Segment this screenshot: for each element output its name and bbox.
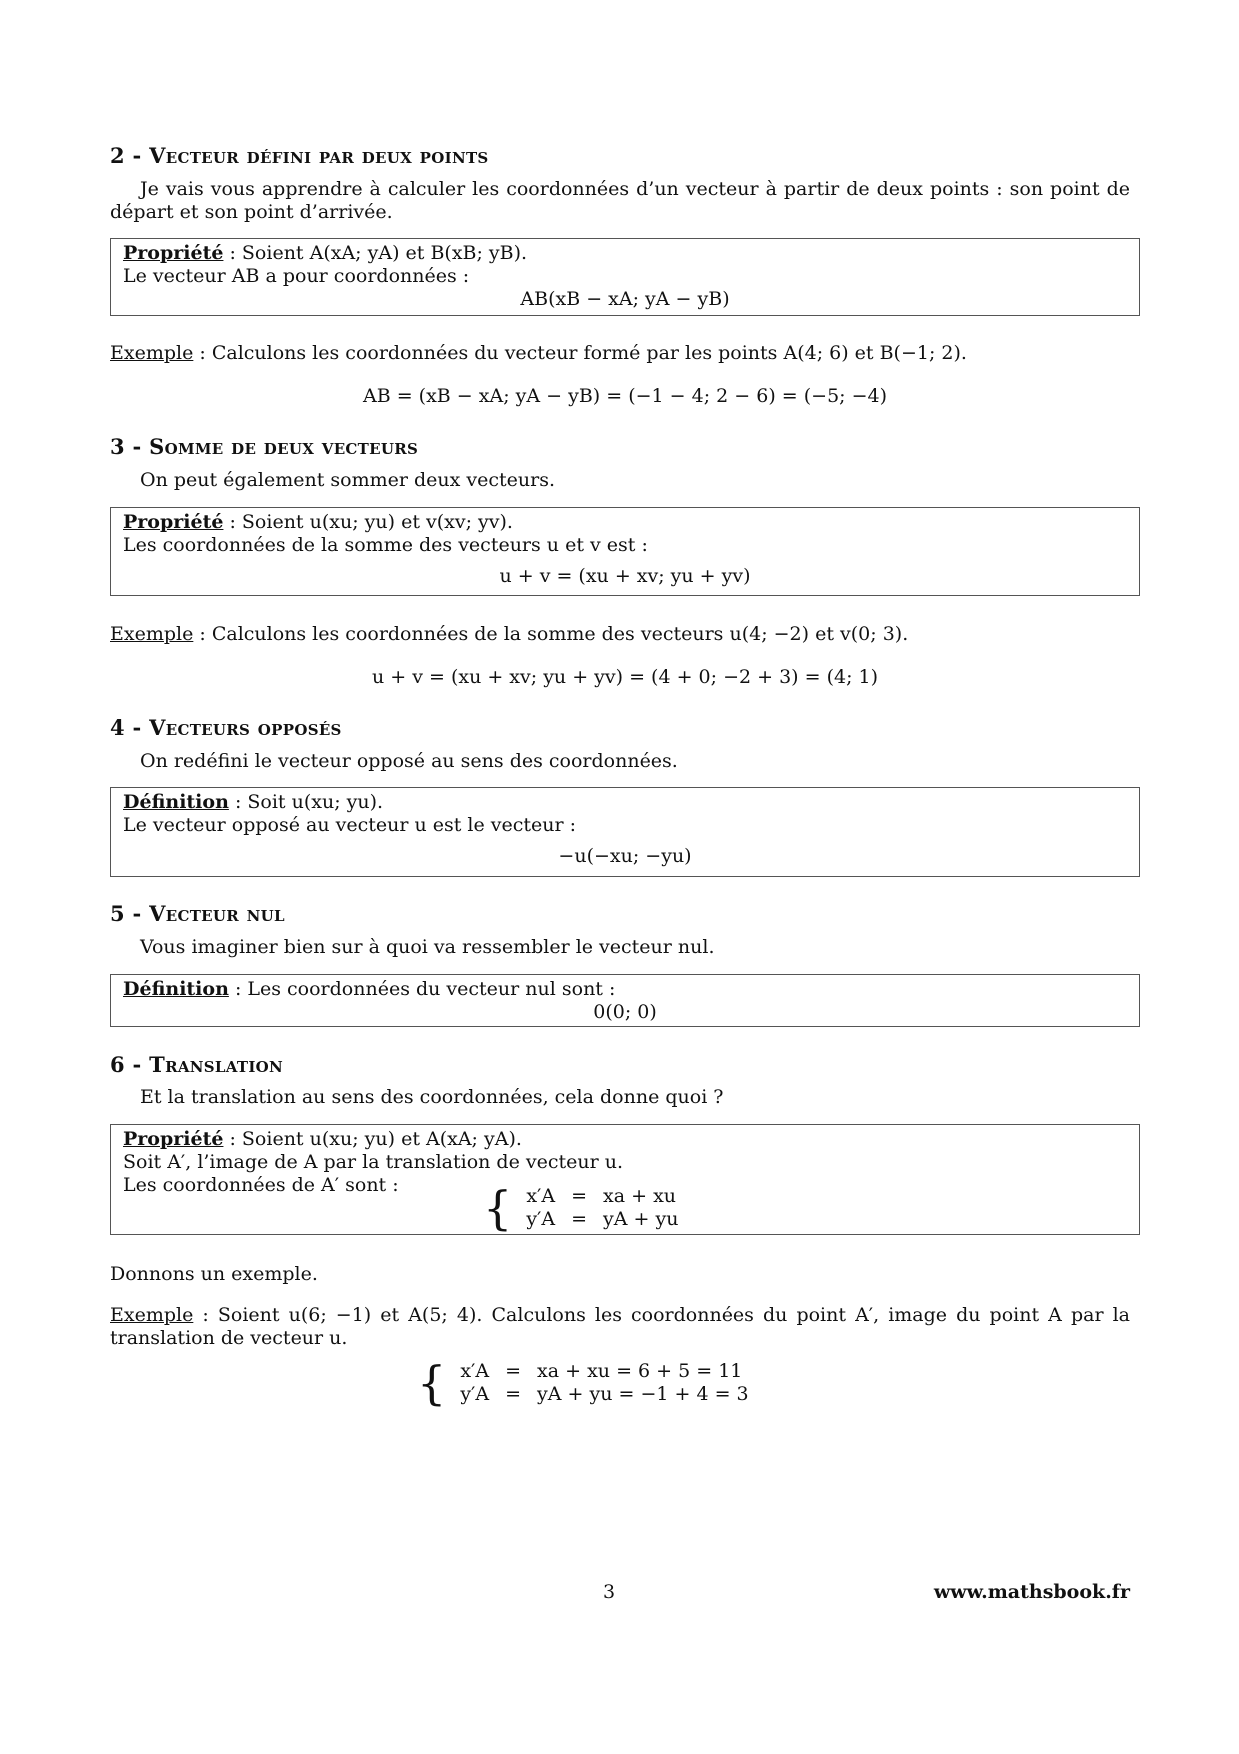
left-brace: {: [417, 1356, 447, 1410]
system-table: [518, 1185, 686, 1231]
section-6-title: 6 - Translation: [110, 1052, 284, 1077]
website-footer: www.mathsbook.fr: [933, 1581, 1130, 1603]
section-5-definition-box: [110, 974, 1140, 1027]
example-text: : Calculons les coordonnées de la somme des vecteurs u(4; −2) et v(0; 3).: [193, 623, 909, 645]
section-4-definition-box: [110, 787, 1140, 877]
system-rhs: yA + yu = −1 + 4 = 3: [537, 1383, 749, 1405]
property-line-1: : Soient u(xu; yu) et A(xA; yA).: [223, 1128, 522, 1150]
section-2-example: [110, 342, 1130, 365]
property-line-2: Le vecteur AB a pour coordonnées :: [123, 264, 470, 287]
property-line-2: Soit A′, l’image de A par la translation de vecteur u.: [123, 1150, 624, 1173]
section-2-example-formula: AB = (xB − xA; yA − yB) = (−1 − 4; 2 − 6) = (−5; −4): [362, 385, 888, 407]
section-5-title: 5 - Vecteur nul: [110, 901, 285, 926]
system-lhs: y′A: [460, 1383, 490, 1405]
section-6-property-box: [110, 1124, 1140, 1235]
system-rhs: xa + xu: [603, 1185, 677, 1208]
section-3-intro: On peut également sommer deux vecteurs.: [140, 469, 555, 491]
section-3-example: [110, 623, 1130, 646]
definition-formula: 0(0; 0): [593, 1000, 657, 1023]
property-label: Propriété: [123, 242, 224, 264]
system-lhs: x′A: [460, 1360, 490, 1383]
property-line-2: Les coordonnées de la somme des vecteurs u et v est :: [123, 533, 648, 556]
example-label: Exemple: [110, 623, 194, 645]
translation-system: [483, 1181, 686, 1235]
section-6-intro: Et la translation au sens des coordonnées, cela donne quoi ?: [140, 1086, 724, 1108]
property-label: Propriété: [123, 1128, 224, 1150]
section-2-intro: Je vais vous apprendre à calculer les coordonnées d’un vecteur à partir de deux points : son point de départ et son point d’arrivée.: [110, 178, 1130, 223]
definition-label: Définition: [123, 978, 229, 1000]
section-3-property-box: [110, 507, 1140, 596]
example-system: [417, 1356, 757, 1410]
equals-sign: =: [505, 1383, 522, 1405]
property-line-1: : Soient A(xA; yA) et B(xB; yB).: [223, 242, 528, 264]
property-line-3: Les coordonnées de A′ sont :: [123, 1173, 399, 1196]
system-lhs: y′A: [526, 1208, 556, 1230]
property-formula: AB(xB − xA; yA − yB): [520, 287, 730, 310]
property-line-1: : Soient u(xu; yu) et v(xv; yv).: [223, 511, 513, 533]
example-text: : Calculons les coordonnées du vecteur formé par les points A(4; 6) et B(−1; 2).: [193, 342, 967, 364]
definition-line-1: : Les coordonnées du vecteur nul sont :: [228, 978, 616, 1000]
example-label: Exemple: [110, 342, 194, 364]
section-4-title: 4 - Vecteurs opposés: [110, 715, 342, 740]
section-3-example-formula: u + v = (xu + xv; yu + yv) = (4 + 0; −2 + 3) = (4; 1): [371, 666, 879, 688]
left-brace: {: [483, 1181, 513, 1235]
example-text: : Soient u(6; −1) et A(5; 4). Calculons les coordonnées du point A′, image du point A par la translation de vecteur u.: [110, 1304, 1130, 1349]
section-4-intro: On redéfini le vecteur opposé au sens des coordonnées.: [140, 750, 678, 772]
property-label: Propriété: [123, 511, 224, 533]
definition-line-2: Le vecteur opposé au vecteur u est le vecteur :: [123, 813, 577, 836]
system-lhs: x′A: [526, 1185, 556, 1208]
equals-sign: =: [571, 1208, 588, 1230]
section-2-title: 2 - Vecteur défini par deux points: [110, 143, 489, 168]
definition-line-1: : Soit u(xu; yu).: [228, 791, 384, 813]
section-5-intro: Vous imaginer bien sur à quoi va ressembler le vecteur nul.: [140, 936, 715, 958]
section-3-title: 3 - Somme de deux vecteurs: [110, 434, 419, 459]
page-number: 3: [603, 1581, 616, 1603]
example-system-table: [452, 1360, 756, 1406]
equals-sign: =: [571, 1185, 588, 1208]
property-formula: u + v = (xu + xv; yu + yv): [499, 564, 751, 587]
example-label: Exemple: [110, 1304, 194, 1326]
system-rhs: xa + xu = 6 + 5 = 11: [537, 1360, 743, 1383]
section-2-property-box: [110, 238, 1140, 316]
equals-sign: =: [505, 1360, 522, 1383]
section-6-example: [110, 1304, 1130, 1350]
definition-formula: −u(−xu; −yu): [558, 844, 692, 867]
system-rhs: yA + yu: [603, 1208, 679, 1230]
section-6-after-box: Donnons un exemple.: [110, 1263, 318, 1285]
definition-label: Définition: [123, 791, 229, 813]
